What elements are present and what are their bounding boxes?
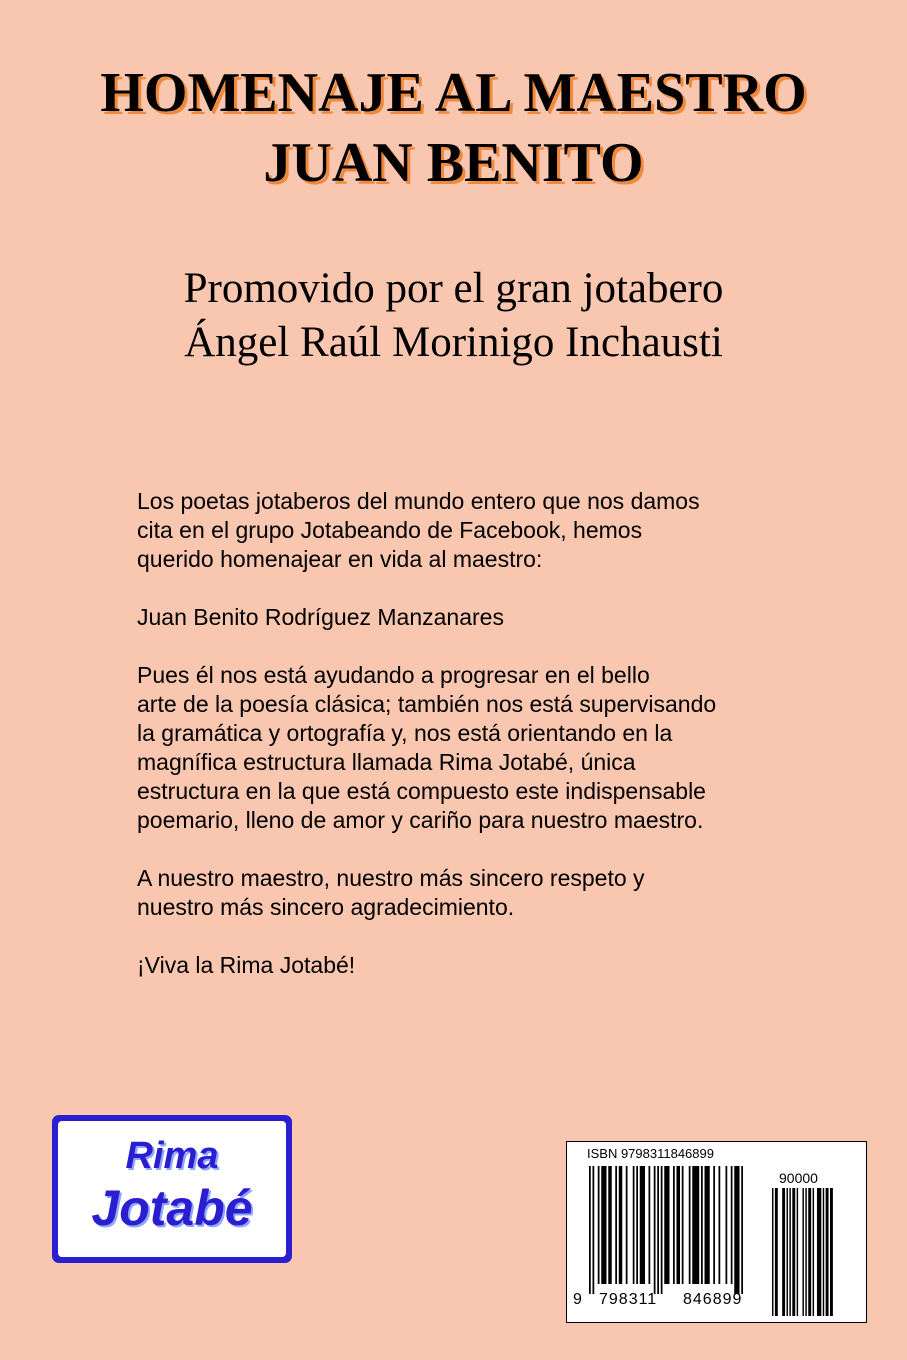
barcode-bar: [726, 1166, 728, 1284]
barcode-bar: [805, 1188, 806, 1316]
barcode-bar: [772, 1188, 773, 1316]
barcode-bar: [808, 1188, 811, 1316]
paragraph-thanks: A nuestro maestro, nuestro más sincero respeto y nuestro más sincero agradecimiento.: [137, 865, 645, 920]
barcode-bar: [826, 1188, 829, 1316]
barcode-bar: [731, 1166, 733, 1284]
logo-text-rima: Rima: [125, 1135, 219, 1177]
barcode-bar: [689, 1166, 691, 1284]
paragraph-closing: ¡Viva la Rima Jotabé!: [137, 952, 356, 978]
barcode-bar: [802, 1188, 803, 1316]
barcode-bar: [823, 1188, 824, 1316]
barcode-bar: [640, 1166, 645, 1284]
barcode-bar: [705, 1166, 710, 1284]
logo-text-jotabe: Jotabé: [91, 1180, 253, 1236]
back-cover-text: [137, 487, 817, 1009]
barcode-bar: [633, 1166, 635, 1284]
promoter-credit: [0, 262, 907, 370]
addon-bars: [772, 1188, 852, 1316]
barcode-bar: [830, 1188, 833, 1316]
title-line-1: HOMENAJE AL MAESTRO: [100, 62, 807, 124]
title-line-2: JUAN BENITO: [263, 132, 644, 194]
isbn-label: ISBN 9798311846899: [587, 1146, 714, 1161]
barcode-bar: [797, 1188, 798, 1316]
barcode-bar: [593, 1166, 595, 1294]
barcode-bar: [649, 1166, 651, 1284]
book-title: [0, 58, 907, 198]
barcode-bar: [615, 1166, 617, 1284]
barcode-bar: [619, 1166, 623, 1284]
barcode-bar: [601, 1166, 606, 1284]
barcode-bar: [734, 1166, 739, 1294]
barcode-bar: [701, 1166, 703, 1284]
rima-jotabe-logo: [52, 1115, 292, 1263]
barcode-bar: [664, 1166, 669, 1284]
barcode-bar: [692, 1166, 699, 1284]
barcode-digit-first: 9: [573, 1291, 583, 1308]
paragraph-intro: Los poetas jotaberos del mundo entero que nos damos cita en el grupo Jotabeando de Facebook, hemos querido homenajear en vida al maestro:: [137, 488, 700, 572]
barcode-bar: [813, 1188, 814, 1316]
subtitle-line-2: Ángel Raúl Morinigo Inchausti: [184, 319, 723, 366]
paragraph-reasons: Pues él nos está ayudando a progresar en el bello arte de la poesía clásica; también nos está supervisando la gramática y ortografía y, nos está orientando en la magnífica estructura llamada Rima Jotabé, única estructura en la que está compuesto este indispensable poemario, lleno de amor y cariño para nuestro maestro.: [137, 662, 717, 833]
subtitle-line-1: Promovido por el gran jotabero: [183, 265, 724, 312]
barcode-bar: [626, 1166, 628, 1284]
logo-panel: [58, 1121, 286, 1257]
price-addon-code: 90000: [779, 1170, 818, 1186]
barcode-bar: [654, 1166, 656, 1294]
barcode-digits-right: 846899: [683, 1291, 743, 1308]
barcode-bar: [682, 1166, 684, 1284]
barcode-bar: [673, 1166, 675, 1284]
barcode-bar: [741, 1166, 743, 1294]
barcode-bar: [787, 1188, 788, 1316]
barcode-bar: [775, 1188, 778, 1316]
isbn-barcode: [566, 1141, 867, 1323]
barcode-digits-left: 798311: [599, 1291, 658, 1308]
barcode-bar: [713, 1166, 715, 1284]
barcode-bar: [589, 1166, 591, 1294]
barcode-bar: [789, 1188, 790, 1316]
barcode-bar: [598, 1166, 600, 1284]
barcode-bar: [657, 1166, 659, 1294]
barcode-bar: [661, 1166, 663, 1294]
paragraph-honoree: Juan Benito Rodríguez Manzanares: [137, 604, 504, 630]
barcode-bar: [719, 1166, 721, 1284]
barcode-bar: [608, 1166, 612, 1284]
barcode-bar: [636, 1166, 638, 1284]
barcode-bar: [792, 1188, 795, 1316]
barcode-bar: [817, 1188, 821, 1316]
barcode-bar: [782, 1188, 785, 1316]
barcode-bar: [677, 1166, 681, 1284]
